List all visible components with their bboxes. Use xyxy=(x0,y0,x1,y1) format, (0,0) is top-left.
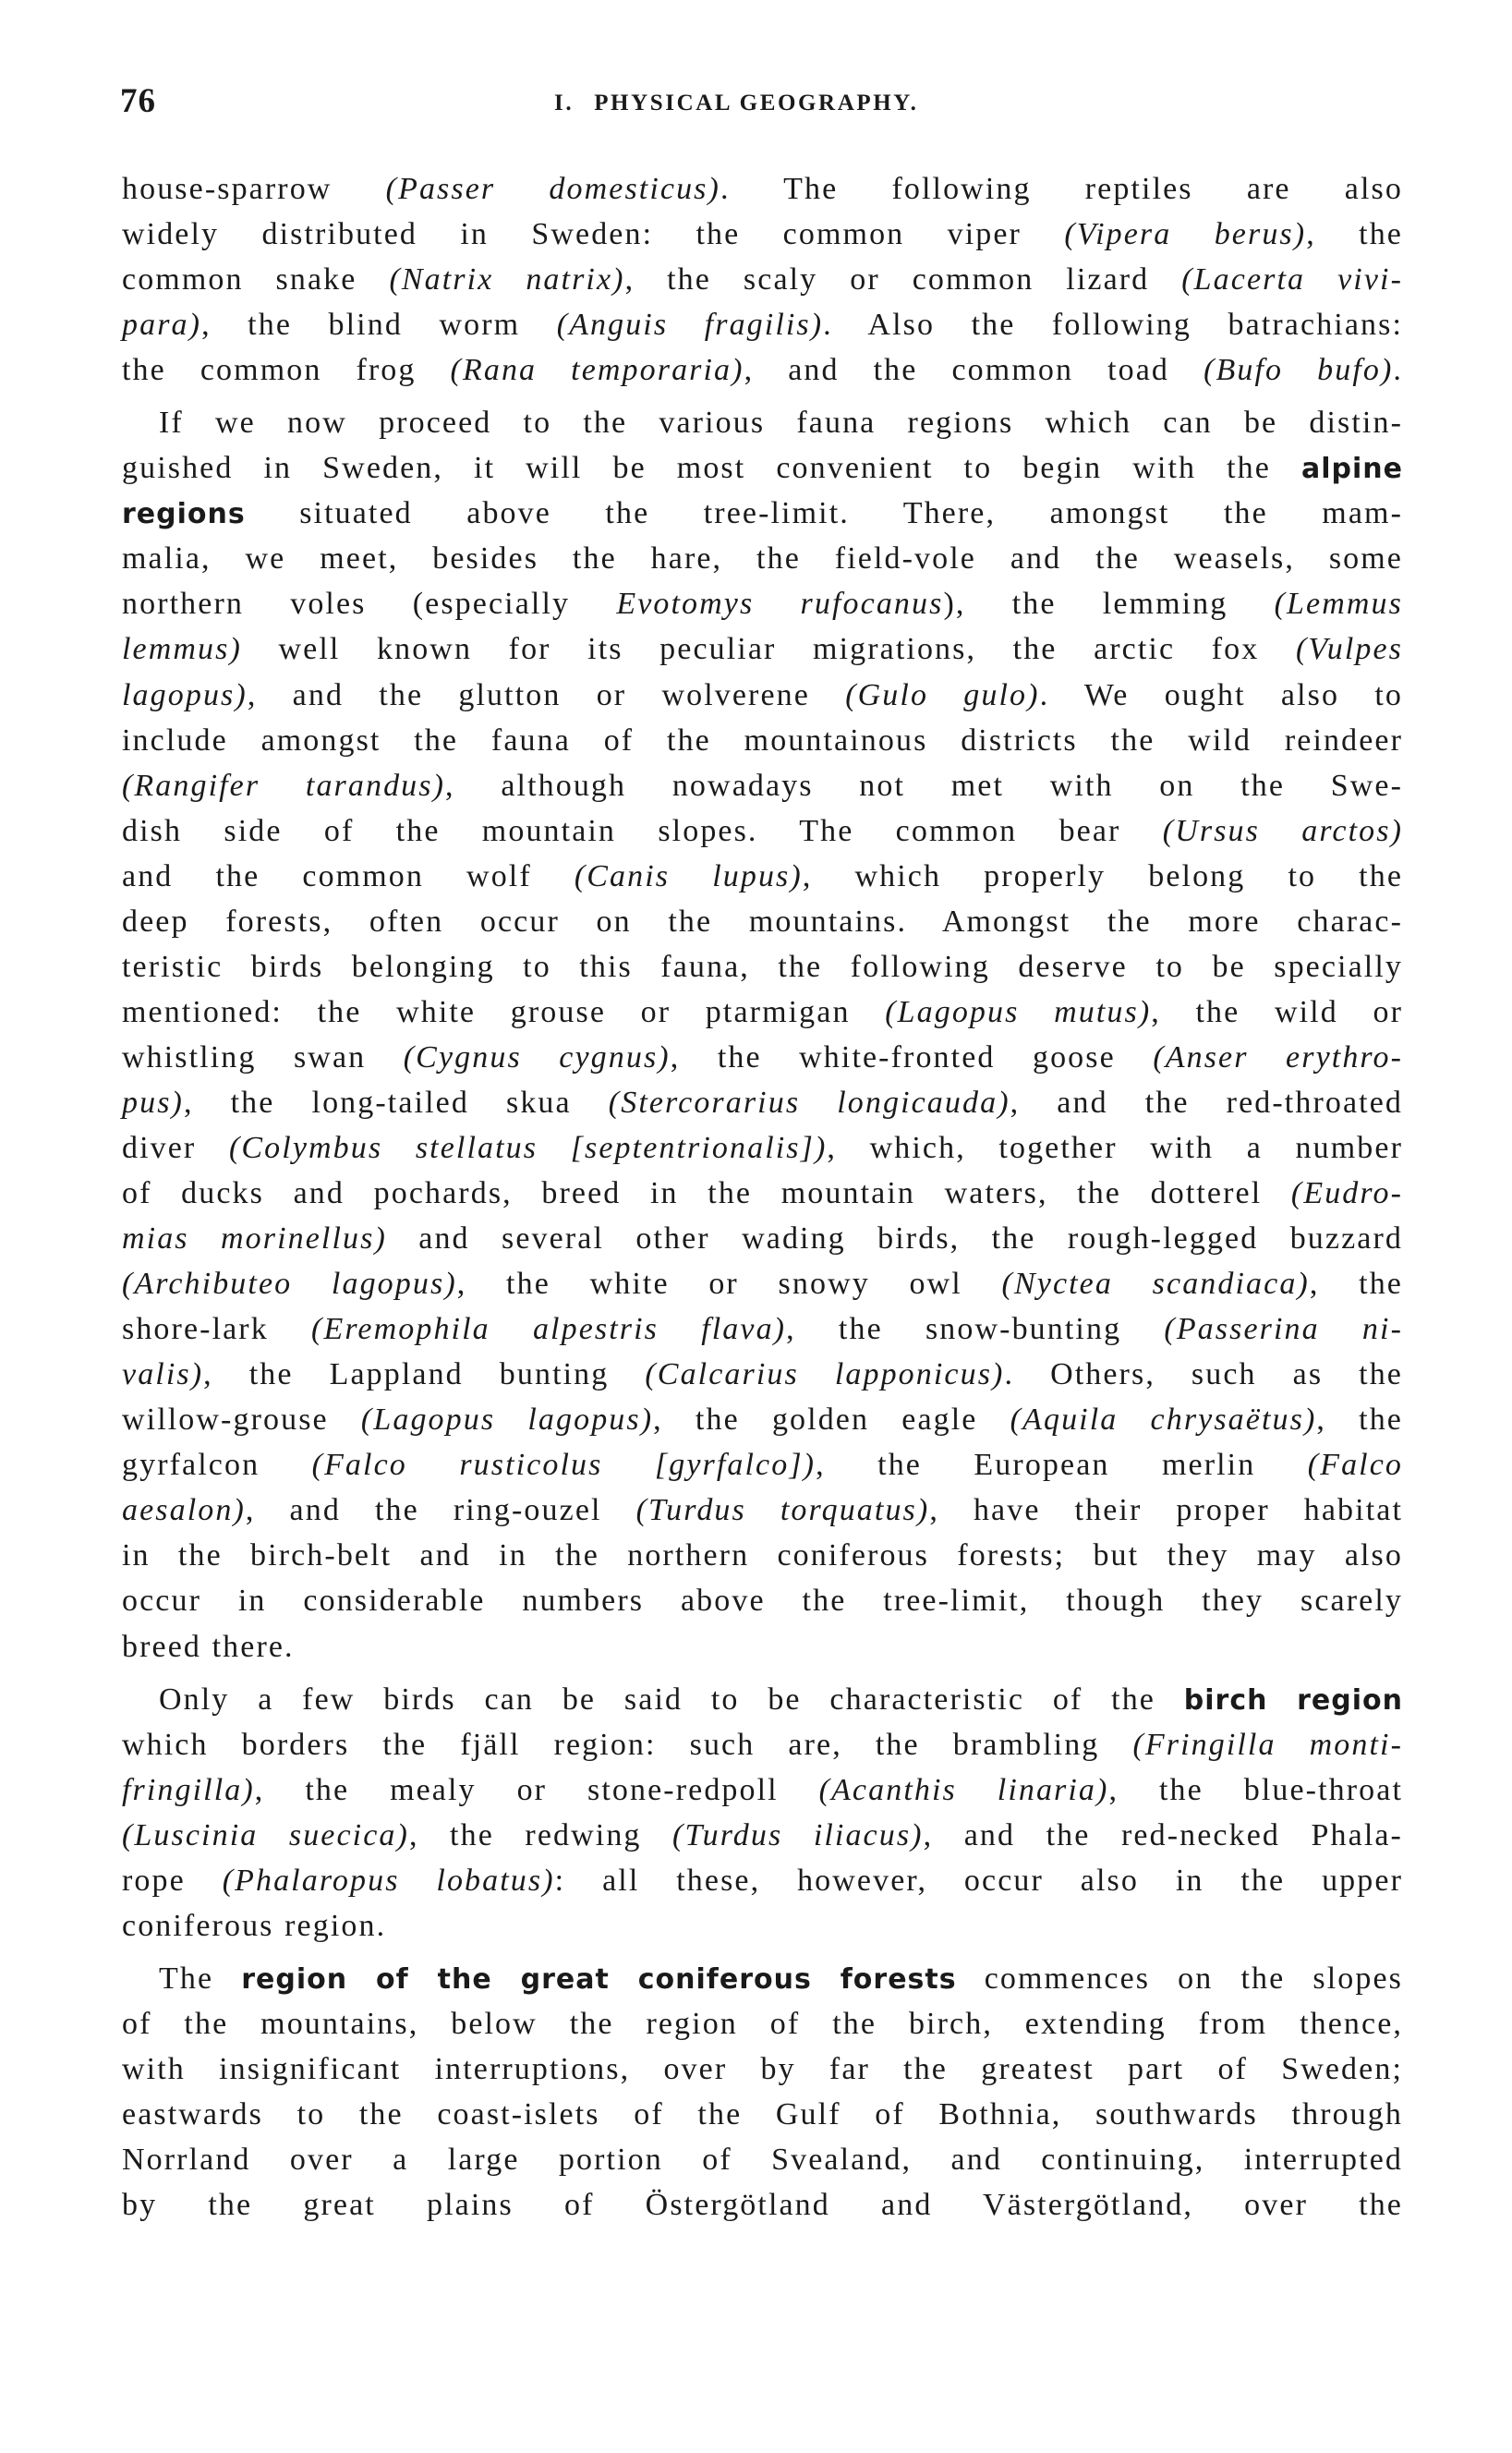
text-segment: common snake xyxy=(122,262,390,298)
text-segment: , and the common toad xyxy=(744,353,1204,388)
species-name: (Lemmus xyxy=(1274,587,1403,622)
text-segment: , the xyxy=(1309,1267,1403,1302)
text-line xyxy=(122,400,1403,445)
text-segment: deep forests, often occur on the mountains. Amongst the more charac- xyxy=(122,904,1403,939)
text-segment: dish side of the mountain slopes. The common bear xyxy=(122,813,1163,848)
species-name: (Lagopus lagopus) xyxy=(360,1403,654,1438)
text-segment: , the long-tailed skua xyxy=(183,1085,609,1120)
species-name: (Falco xyxy=(1307,1448,1404,1483)
species-name: (Aquila chrysaëtus) xyxy=(1010,1403,1317,1438)
running-head xyxy=(554,87,947,120)
text-line xyxy=(122,763,1403,808)
species-name: lemmus) xyxy=(122,632,242,667)
text-segment: guished in Sweden, it will be most convenient to begin with the xyxy=(122,451,1301,486)
paragraph xyxy=(122,166,1403,393)
species-name: (Anser erythro- xyxy=(1153,1039,1404,1075)
text-line xyxy=(122,718,1403,763)
species-name: (Vipera berus) xyxy=(1064,217,1307,252)
text-segment: mentioned: the white grouse or ptarmigan xyxy=(122,994,886,1029)
text-line xyxy=(122,1624,1403,1670)
text-segment: include amongst the fauna of the mountainous districts the wild reindeer xyxy=(122,723,1403,758)
body-text xyxy=(122,166,1403,2235)
text-line xyxy=(122,808,1403,854)
text-segment: teristic birds belonging to this fauna, the following deserve to be specially xyxy=(122,949,1403,984)
text-segment: , and the ring-ouzel xyxy=(245,1493,636,1528)
species-name: (Nyctea scandiaca) xyxy=(1001,1267,1310,1302)
species-name: fringilla) xyxy=(122,1772,255,1807)
text-segment: , the blind worm xyxy=(201,308,557,343)
species-name: (Passerina ni- xyxy=(1164,1312,1403,1347)
text-segment: , the redwing xyxy=(408,1817,673,1852)
text-segment: situated above the tree-limit. There, amongst the mam- xyxy=(245,496,1403,531)
text-line xyxy=(122,1125,1403,1171)
species-name: (Ursus arctos) xyxy=(1162,813,1404,848)
text-segment: , the blue-throat xyxy=(1108,1772,1404,1807)
species-name: (Falco rusticolus [gyrfalco]) xyxy=(311,1448,816,1483)
text-line xyxy=(122,2046,1403,2092)
region-term: regions xyxy=(122,498,246,531)
species-name: (Vulpes xyxy=(1295,632,1403,667)
text-line xyxy=(122,1306,1403,1352)
text-segment: , and the red-throated xyxy=(1010,1085,1404,1120)
species-name: lagopus) xyxy=(122,677,248,712)
text-line xyxy=(122,2137,1403,2182)
text-segment: of ducks and pochards, breed in the mountain waters, the dotterel xyxy=(122,1176,1291,1211)
text-segment: Only a few birds can be said to be characteristic of the xyxy=(159,1682,1184,1717)
text-line xyxy=(122,1578,1403,1623)
text-segment: widely distributed in Sweden: the common viper xyxy=(122,217,1065,252)
text-line xyxy=(122,536,1403,581)
text-segment: . Also the following batrachians: xyxy=(823,308,1404,343)
text-line xyxy=(122,990,1403,1035)
species-name: (Turdus iliacus) xyxy=(672,1817,924,1852)
region-term: birch region xyxy=(1183,1683,1403,1717)
text-segment: house-sparrow xyxy=(122,172,386,206)
text-line xyxy=(122,1352,1403,1397)
text-line xyxy=(122,581,1403,626)
species-name: (Gulo gulo) xyxy=(845,677,1040,712)
species-name: (Turdus torquatus) xyxy=(635,1493,930,1528)
paragraph xyxy=(122,1956,1403,2228)
species-name: (Natrix natrix) xyxy=(389,262,625,298)
text-segment: , which, together with a number xyxy=(827,1130,1403,1165)
text-segment: northern voles (especially xyxy=(122,587,617,622)
text-segment: diver xyxy=(122,1130,229,1165)
text-segment: : all these, however, occur also in the upper xyxy=(554,1863,1403,1898)
text-line xyxy=(122,1767,1403,1813)
text-segment: , the golden eagle xyxy=(653,1403,1010,1438)
species-name: (Bufo bufo) xyxy=(1204,353,1394,388)
text-segment: occur in considerable numbers above the tree-limit, though they scarely xyxy=(122,1584,1403,1619)
text-segment: malia, we meet, besides the hare, the field-vole and the weasels, some xyxy=(122,541,1403,577)
text-line xyxy=(122,2092,1403,2137)
species-name: (Archibuteo lagopus) xyxy=(122,1267,457,1302)
running-head-title: PHYSICAL GEOGRAPHY. xyxy=(594,91,919,115)
text-line xyxy=(122,1397,1403,1442)
text-segment: , have their proper habitat xyxy=(929,1493,1403,1528)
paragraph xyxy=(122,400,1403,1669)
text-line xyxy=(122,1216,1403,1261)
species-name: valis) xyxy=(122,1357,204,1392)
text-line xyxy=(122,347,1403,393)
species-name: (Calcarius lapponicus) xyxy=(645,1357,1005,1392)
text-line xyxy=(122,1813,1403,1858)
species-name: (Rana temporaria) xyxy=(450,353,744,388)
text-segment: If we now proceed to the various fauna regions which can be distin- xyxy=(159,406,1403,441)
species-name: (Colymbus stellatus [septentrionalis]) xyxy=(228,1130,828,1165)
text-line xyxy=(122,1956,1403,2001)
text-line xyxy=(122,1677,1403,1722)
text-segment: , the mealy or stone-redpoll xyxy=(254,1772,819,1807)
text-line xyxy=(122,673,1403,718)
text-line xyxy=(122,212,1403,257)
text-segment: , the scaly or common lizard xyxy=(624,262,1182,298)
species-name: (Luscinia suecica) xyxy=(122,1817,409,1852)
text-line xyxy=(122,491,1403,536)
text-line xyxy=(122,257,1403,302)
text-segment: Norrland over a large portion of Svealand, and continuing, interrupted xyxy=(122,2143,1403,2178)
text-segment: , and the red-necked Phala- xyxy=(923,1817,1403,1852)
text-segment: , and the glutton or wolverene xyxy=(247,677,846,712)
species-name: (Lacerta vivi- xyxy=(1181,262,1404,298)
text-segment: . The following reptiles are also xyxy=(720,172,1403,206)
text-line xyxy=(122,1722,1403,1767)
text-line xyxy=(122,944,1403,990)
text-segment: . xyxy=(1393,353,1404,388)
text-segment: whistling swan xyxy=(122,1039,404,1075)
text-segment: , the white-fronted goose xyxy=(670,1039,1154,1075)
region-term: region of the great coniferous forests xyxy=(241,1962,957,1996)
text-line xyxy=(122,1858,1403,1903)
text-segment: coniferous region. xyxy=(122,1908,387,1943)
text-line xyxy=(122,445,1403,491)
species-name: Evotomys rufocanus xyxy=(616,587,944,622)
text-segment: rope xyxy=(122,1863,223,1898)
species-name: (Canis lupus) xyxy=(574,858,803,893)
text-segment: , the xyxy=(1316,1403,1403,1438)
text-line xyxy=(122,2001,1403,2046)
text-segment: gyrfalcon xyxy=(122,1448,312,1483)
text-line xyxy=(122,2182,1403,2228)
text-segment: and several other wading birds, the rough-legged buzzard xyxy=(386,1221,1403,1257)
text-segment: commences on the slopes xyxy=(956,1961,1403,1996)
text-segment: , the white or snowy owl xyxy=(456,1267,1002,1302)
text-segment: , which properly belong to the xyxy=(802,858,1404,893)
text-line xyxy=(122,1035,1403,1080)
text-line xyxy=(122,626,1403,672)
text-segment: breed there. xyxy=(122,1629,295,1664)
region-term: alpine xyxy=(1301,453,1403,486)
text-line xyxy=(122,899,1403,944)
species-name: (Stercorarius longicauda) xyxy=(608,1085,1010,1120)
species-name: (Eremophila alpestris flava) xyxy=(311,1312,787,1347)
species-name: (Lagopus mutus) xyxy=(885,994,1152,1029)
text-segment: . We ought also to xyxy=(1039,677,1403,712)
text-line xyxy=(122,1080,1403,1125)
paragraph xyxy=(122,1677,1403,1949)
species-name: (Anguis fragilis) xyxy=(556,308,824,343)
text-line xyxy=(122,1261,1403,1306)
text-segment: in the birch-belt and in the northern coniferous forests; but they may also xyxy=(122,1538,1403,1573)
text-segment: The xyxy=(159,1961,242,1996)
species-name: (Passer domesticus) xyxy=(385,172,720,206)
text-segment: shore-lark xyxy=(122,1312,312,1347)
text-segment: and the common wolf xyxy=(122,858,575,893)
species-name: (Rangifer tarandus) xyxy=(122,768,446,803)
text-segment: willow-grouse xyxy=(122,1403,361,1438)
text-segment: , although nowadays not met with on the Swe- xyxy=(445,768,1404,803)
text-line xyxy=(122,854,1403,899)
text-segment: eastwards to the coast-islets of the Gulf of Bothnia, southwards through xyxy=(122,2096,1403,2131)
text-line xyxy=(122,1442,1403,1488)
species-name: (Cygnus cygnus) xyxy=(403,1039,671,1075)
text-segment: which borders the fjäll region: such are, the brambling xyxy=(122,1727,1133,1762)
text-segment: of the mountains, below the region of the birch, extending from thence, xyxy=(122,2006,1403,2041)
text-segment: , the wild or xyxy=(1151,994,1403,1029)
text-segment: well known for its peculiar migrations, the arctic fox xyxy=(241,632,1296,667)
text-line xyxy=(122,1171,1403,1216)
text-segment: , the snow-bunting xyxy=(786,1312,1165,1347)
text-line xyxy=(122,166,1403,212)
text-line xyxy=(122,1903,1403,1949)
species-name: para) xyxy=(122,308,202,343)
species-name: (Fringilla monti- xyxy=(1132,1727,1403,1762)
species-name: (Acanthis linaria) xyxy=(818,1772,1109,1807)
running-head-part: I. xyxy=(554,91,575,115)
species-name: (Phalaropus lobatus) xyxy=(222,1863,555,1898)
text-segment: . Others, such as the xyxy=(1004,1357,1403,1392)
text-line xyxy=(122,302,1403,347)
species-name: (Eudro- xyxy=(1290,1176,1403,1211)
text-segment: , the European merlin xyxy=(816,1448,1308,1483)
page-number: 76 xyxy=(120,82,156,120)
text-segment: with insignificant interruptions, over by far the greatest part of Sweden; xyxy=(122,2051,1403,2086)
text-segment: the common frog xyxy=(122,353,451,388)
text-segment: by the great plains of Östergötland and Västergötland, over the xyxy=(122,2188,1403,2223)
species-name: aesalon) xyxy=(122,1493,246,1528)
text-segment: , the xyxy=(1306,217,1403,252)
text-segment: ), the lemming xyxy=(943,587,1275,622)
text-line xyxy=(122,1533,1403,1578)
text-segment: , the Lappland bunting xyxy=(203,1357,646,1392)
species-name: pus) xyxy=(122,1085,184,1120)
text-line xyxy=(122,1488,1403,1533)
species-name: mias morinellus) xyxy=(122,1221,387,1257)
